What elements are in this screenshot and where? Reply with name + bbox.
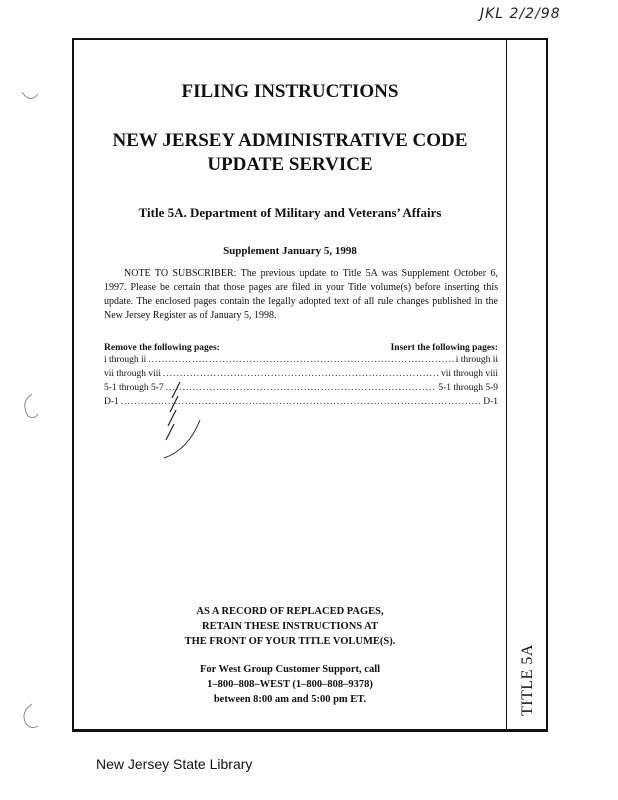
title-section-heading: Title 5A. Department of Military and Veterans’ Affairs xyxy=(138,205,442,220)
page-title: FILING INSTRUCTIONS xyxy=(181,81,399,102)
title-tab xyxy=(506,40,549,729)
insert-pages: vii through viii xyxy=(441,369,498,379)
support-hours: between 8:00 am and 5:00 pm ET. xyxy=(213,694,367,705)
record-line1: AS A RECORD OF REPLACED PAGES, xyxy=(196,606,384,617)
remove-pages: vii through viii xyxy=(104,369,161,379)
checkmark-annotations xyxy=(160,380,220,470)
handwritten-note: JKL 2/2/98 xyxy=(480,6,561,22)
punch-hole-mark-middle xyxy=(20,392,40,422)
punch-hole-mark-bottom xyxy=(20,702,40,732)
punch-hole-mark-top xyxy=(20,84,40,114)
remove-pages: D-1 xyxy=(104,397,119,407)
remove-pages: 5-1 through 5-7 xyxy=(104,383,164,393)
support-line1: For West Group Customer Support, call xyxy=(199,664,381,675)
insert-pages: 5-1 through 5-9 xyxy=(438,383,498,393)
code-heading-line2: UPDATE SERVICE xyxy=(207,154,373,175)
insert-pages: D-1 xyxy=(483,397,498,407)
remove-pages-header: Remove the following pages: xyxy=(104,343,220,353)
record-line2: RETAIN THESE INSTRUCTIONS AT xyxy=(202,621,378,632)
code-heading xyxy=(74,129,506,177)
record-line3: THE FRONT OF YOUR TITLE VOLUME(S). xyxy=(184,636,396,647)
subscriber-note: NOTE TO SUBSCRIBER: The previous update to Title 5A was Supplement October 6, 1997. Please be certain that those pages are filed in your Title volume(s) before inserting this update. The enclosed pages contain the legally adopted text of all rule changes published in the New Jersey Register as of January 5, 1998. xyxy=(104,268,498,321)
supplement-date: Supplement January 5, 1998 xyxy=(223,245,357,257)
support-phone: 1–800–808–WEST (1–800–808–9378) xyxy=(207,679,373,690)
page-list-header xyxy=(104,343,498,353)
leader-dots xyxy=(148,355,454,365)
customer-support-info xyxy=(74,662,506,707)
record-instructions xyxy=(74,604,506,649)
library-footer: New Jersey State Library xyxy=(96,756,253,772)
leader-dots xyxy=(163,369,439,379)
instruction-content xyxy=(74,40,506,729)
insert-pages: i through ii xyxy=(455,355,498,365)
code-heading-line1: NEW JERSEY ADMINISTRATIVE CODE xyxy=(112,130,468,151)
instruction-sheet-frame xyxy=(72,38,548,732)
title-tab-label: TITLE 5A xyxy=(519,644,536,716)
insert-pages-header: Insert the following pages: xyxy=(390,343,498,353)
page-row xyxy=(104,355,498,369)
remove-pages: i through ii xyxy=(104,355,147,365)
